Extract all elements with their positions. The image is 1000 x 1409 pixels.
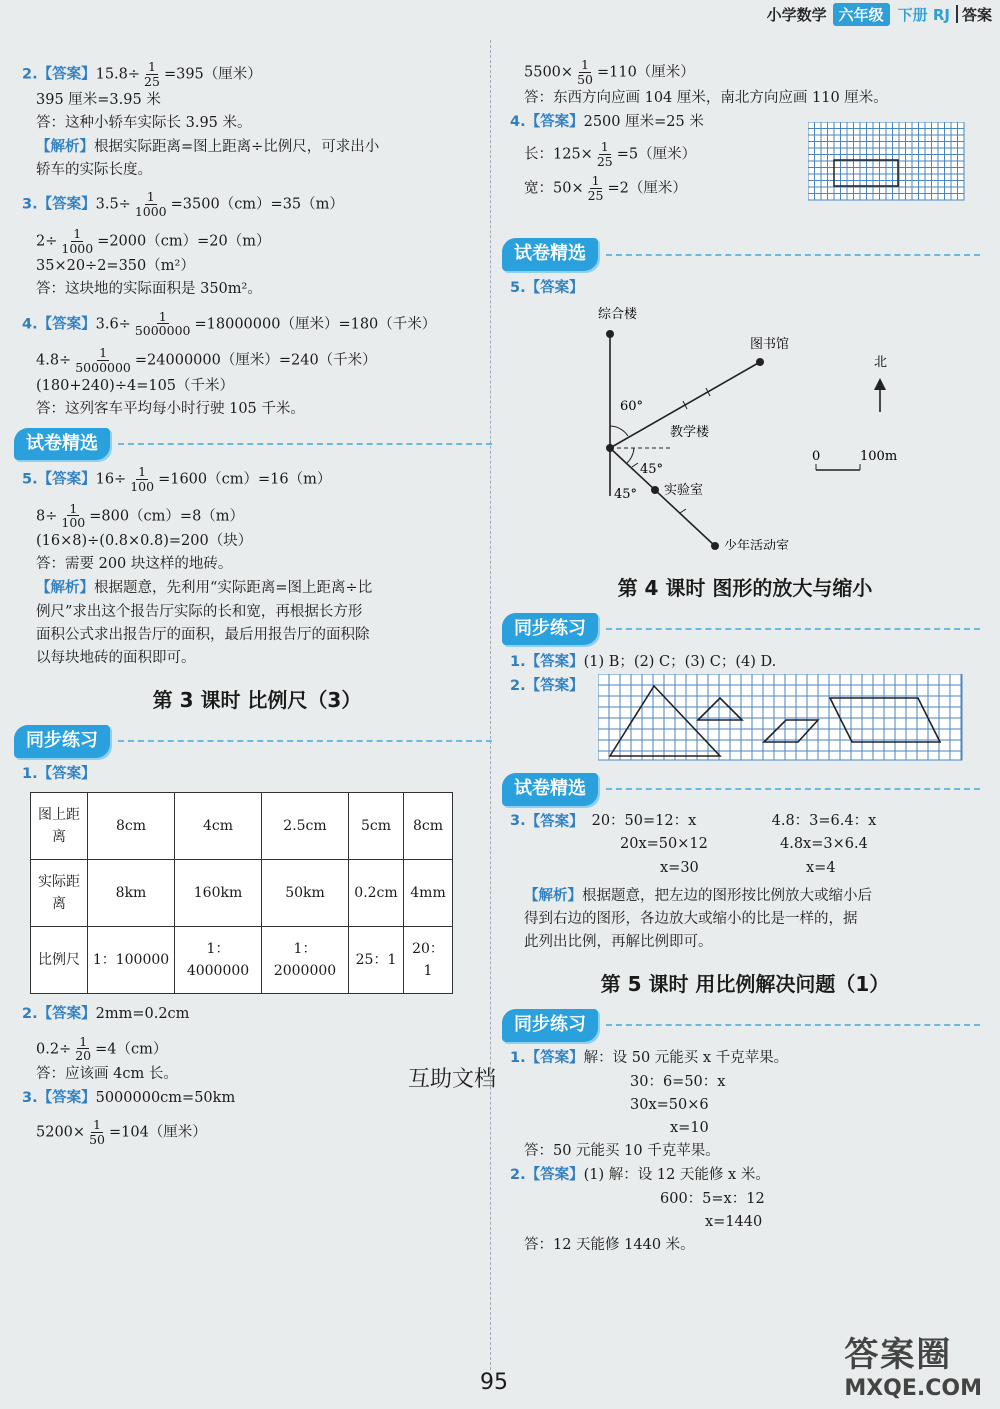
label-scale0: 0 <box>812 448 821 464</box>
s4q3-row3: x=30 x=4 <box>660 859 836 876</box>
q4-line1: 4.【答案】3.6÷ $\frac{1}{5000000}$ =18000000（厘米）=180（千米） <box>22 308 437 339</box>
s5q1-line3: 30x=50×6 <box>630 1096 709 1113</box>
table-header-cell: 比例尺 <box>31 927 88 994</box>
label-zonghelou: 综合楼 <box>598 306 638 322</box>
label-shaonian: 少年活动室 <box>724 538 790 550</box>
cont-line1: 5500× $\frac{1}{50}$ =110（厘米） <box>524 57 695 87</box>
site-watermark-small: MXQE.COM <box>844 1376 982 1401</box>
s3q3-line1: 3.【答案】5000000cm=50km <box>22 1089 236 1107</box>
header-subject: 小学数学 <box>766 5 827 24</box>
table-cell: 20：1 <box>404 927 453 994</box>
s4q2-block <box>510 674 980 766</box>
q4-line2: 长：125× $\frac{1}{25}$ =5（厘米） <box>524 138 697 169</box>
point-tushuguan <box>756 358 764 366</box>
s5q2-line1: 2.【答案】(1) 解：设 12 天能修 x 米。 <box>510 1166 770 1184</box>
q5-analysis: 【解析】根据题意，先利用“实际距离=图上距离÷比 <box>36 579 373 597</box>
table-cell: 50km <box>262 860 349 927</box>
table-cell: 1：4000000 <box>175 927 262 994</box>
campus-map-diagram <box>510 300 970 550</box>
table-cell: 160km <box>175 860 262 927</box>
page-header <box>767 0 1000 28</box>
table-cell: 8km <box>88 860 175 927</box>
s4q1-line1: 1.【答案】(1) B；(2) C；(3) C；(4) D. <box>510 653 777 671</box>
s3q2-line2: 0.2÷ $\frac{1}{20}$ =4（cm） <box>36 1033 168 1064</box>
scale-table <box>30 792 453 994</box>
s4q3-row2: 20x=50×12 4.8x=3×6.4 <box>620 836 868 853</box>
s3q2-line1: 2.【答案】2mm=0.2cm <box>22 1005 190 1023</box>
q2-line1: 2.【答案】15.8÷ $\frac{1}{25}$ =395（厘米） <box>22 59 262 89</box>
s5q2-line3: x=1440 <box>705 1213 763 1230</box>
s3q1-label: 1.【答案】 <box>22 765 96 783</box>
s4q2-grid-figure <box>598 674 968 762</box>
q3-line1: 3.【答案】3.5÷ $\frac{1}{1000}$ =3500（cm）=35（m） <box>22 189 344 219</box>
q3-line2: 2÷ $\frac{1}{1000}$ =2000（cm）=20（m） <box>36 225 271 256</box>
q2-line3: 答：这种小轿车实际长 3.95 米。 <box>36 114 252 131</box>
header-grade-badge: 六年级 <box>833 3 890 26</box>
q4-block <box>510 110 980 232</box>
q5-analysis-2: 例尺”求出这个报告厅实际的长和宽，再根据长方形 <box>36 603 363 620</box>
s3q3-line2: 5200× $\frac{1}{50}$ =104（厘米） <box>36 1117 207 1148</box>
table-cell: 8cm <box>88 793 175 860</box>
q5-analysis-3: 面积公式求出报告厅的面积，最后用报告厅的面积除 <box>36 626 370 643</box>
q4-line2: 4.8÷ $\frac{1}{5000000}$ =24000000（厘米）=240（千米） <box>36 345 377 375</box>
label-tushuguan: 图书馆 <box>750 336 790 352</box>
table-cell: 2.5cm <box>262 793 349 860</box>
q5-label: 5.【答案】 <box>510 278 584 296</box>
q5-line4: 答：需要 200 块这样的地砖。 <box>36 556 233 573</box>
s5q1-line2: 30：6=50：x <box>630 1073 726 1090</box>
point-zonghelou <box>606 330 614 338</box>
sync-band-right: 同步练习 <box>502 614 980 644</box>
fraction: $\frac{1}{25}$ <box>587 173 604 204</box>
site-watermark-big: 答案圈 <box>844 1335 953 1375</box>
s5q1-line5: 答：50 元能买 10 千克苹果。 <box>524 1143 720 1160</box>
section-title-4: 第 4 课时 图形的放大与缩小 <box>617 576 873 601</box>
arc-60 <box>610 426 628 436</box>
left-column <box>22 60 492 1147</box>
table-header-cell: 实际距离 <box>31 860 88 927</box>
header-answer: 答案 <box>961 5 992 24</box>
q4-line4: 答：这列客车平均每小时行驶 105 千米。 <box>36 400 305 417</box>
fraction: $\frac{1}{50}$ <box>577 57 593 87</box>
s5q2-line2: 600：5=x：12 <box>660 1190 765 1207</box>
scale-bar <box>816 464 860 470</box>
q5-line1: 5.【答案】16÷ $\frac{1}{100}$ =1600（cm）=16（m） <box>22 464 332 494</box>
q5-analysis-4: 以每块地砖的面积即可。 <box>36 649 196 666</box>
label-shiyanshi: 实验室 <box>664 482 704 498</box>
label-north: 北 <box>874 354 888 370</box>
page-number: 95 <box>480 1370 508 1395</box>
table-row <box>31 860 453 927</box>
header-separator <box>956 5 958 23</box>
exam-band: 试卷精选 <box>14 429 492 459</box>
q2-line2: 395 厘米=3.95 米 <box>36 91 161 108</box>
s4q3-row1: 3. 【答案】 20：50=12：x 4.8：3=6.4：x <box>510 813 877 831</box>
q4-line1: 4.【答案】2500 厘米=25 米 <box>510 112 704 130</box>
table-cell: 4cm <box>175 793 262 860</box>
fraction: $\frac{1}{100}$ <box>61 500 86 531</box>
s4q3-analysis-2: 得到右边的图形，各边放大或缩小的比是一样的，据 <box>524 911 858 927</box>
fraction: $\frac{1}{1000}$ <box>61 225 94 256</box>
q5-line3: (16×8)÷(0.8×0.8)=200（块） <box>36 533 253 549</box>
exam-band-right: 试卷精选 <box>502 240 980 270</box>
table-row <box>31 927 453 994</box>
handwritten-watermark: 互助文档 <box>408 1067 497 1092</box>
label-jiaoxuelou: 教学楼 <box>670 424 710 440</box>
site-watermark <box>844 1327 982 1401</box>
q4-grid-figure <box>808 122 966 202</box>
q4-line3: (180+240)÷4=105（千米） <box>36 377 235 394</box>
table-cell: 25：1 <box>349 927 404 994</box>
section-title-5: 第 5 课时 用比例解决问题（1） <box>600 972 890 997</box>
table-cell: 8cm <box>404 793 453 860</box>
north-arrow-icon <box>874 378 886 412</box>
s5q2-line4: 答：12 天能修 1440 米。 <box>524 1236 695 1253</box>
q5-line2: 8÷ $\frac{1}{100}$ =800（cm）=8（m） <box>36 500 245 531</box>
label-angle45a: 45° <box>640 461 664 477</box>
q3-line3: 35×20÷2=350（m²） <box>36 258 195 275</box>
s3q2-line3: 答：应该画 4cm 长。 <box>36 1066 178 1082</box>
fraction: $\frac{1}{5000000}$ <box>134 308 191 339</box>
point-shaonian <box>711 542 719 550</box>
table-row <box>31 793 453 860</box>
sync-band-right-2: 同步练习 <box>502 1010 980 1040</box>
q3-line4: 答：这块地的实际面积是 350m²。 <box>36 281 262 298</box>
q2-analysis-cont: 轿车的实际长度。 <box>36 162 152 179</box>
fraction: $\frac{1}{25}$ <box>596 138 613 169</box>
table-cell: 0.2cm <box>349 860 404 927</box>
s4q3-analysis: 【解析】根据题意，把左边的图形按比例放大或缩小后 <box>524 886 872 904</box>
fraction: $\frac{1}{100}$ <box>130 464 155 494</box>
label-scale100: 100m <box>860 448 898 464</box>
exam-band-right-2: 试卷精选 <box>502 774 980 804</box>
table-cell: 5cm <box>349 793 404 860</box>
fraction: $\frac{1}{20}$ <box>75 1033 92 1064</box>
s5q1-line4: x=10 <box>670 1119 709 1136</box>
table-cell: 4mm <box>404 860 453 927</box>
section-title-3: 第 3 课时 比例尺（3） <box>152 688 362 713</box>
fraction: $\frac{1}{50}$ <box>89 1117 105 1148</box>
q4-line3: 宽：50× $\frac{1}{25}$ =2（厘米） <box>524 173 687 204</box>
header-volume: 下册 RJ <box>897 5 950 24</box>
sync-band: 同步练习 <box>14 726 492 756</box>
cont-line2: 答：东西方向应画 104 厘米，南北方向应画 110 厘米。 <box>524 89 888 106</box>
right-column <box>510 58 980 1257</box>
point-shiyanshi <box>651 486 659 494</box>
label-angle45b: 45° <box>614 486 638 502</box>
arc-45 <box>626 448 634 464</box>
fraction: $\frac{1}{25}$ <box>144 59 160 89</box>
table-cell: 1：100000 <box>88 927 175 994</box>
fraction: $\frac{1}{1000}$ <box>134 189 167 219</box>
label-angle60: 60° <box>620 398 644 414</box>
s4q2-label: 2.【答案】 <box>510 677 584 695</box>
fraction: $\frac{1}{5000000}$ <box>75 345 131 375</box>
s5q1-line1: 1.【答案】解：设 50 元能买 x 千克苹果。 <box>510 1049 789 1067</box>
s4q3-analysis-3: 此列出比例，再解比例即可。 <box>524 934 713 951</box>
q2-analysis: 【解析】根据实际距离=图上距离÷比例尺，可求出小 <box>36 137 380 155</box>
table-cell: 1：2000000 <box>262 927 349 994</box>
table-header-cell: 图上距离 <box>31 793 88 860</box>
